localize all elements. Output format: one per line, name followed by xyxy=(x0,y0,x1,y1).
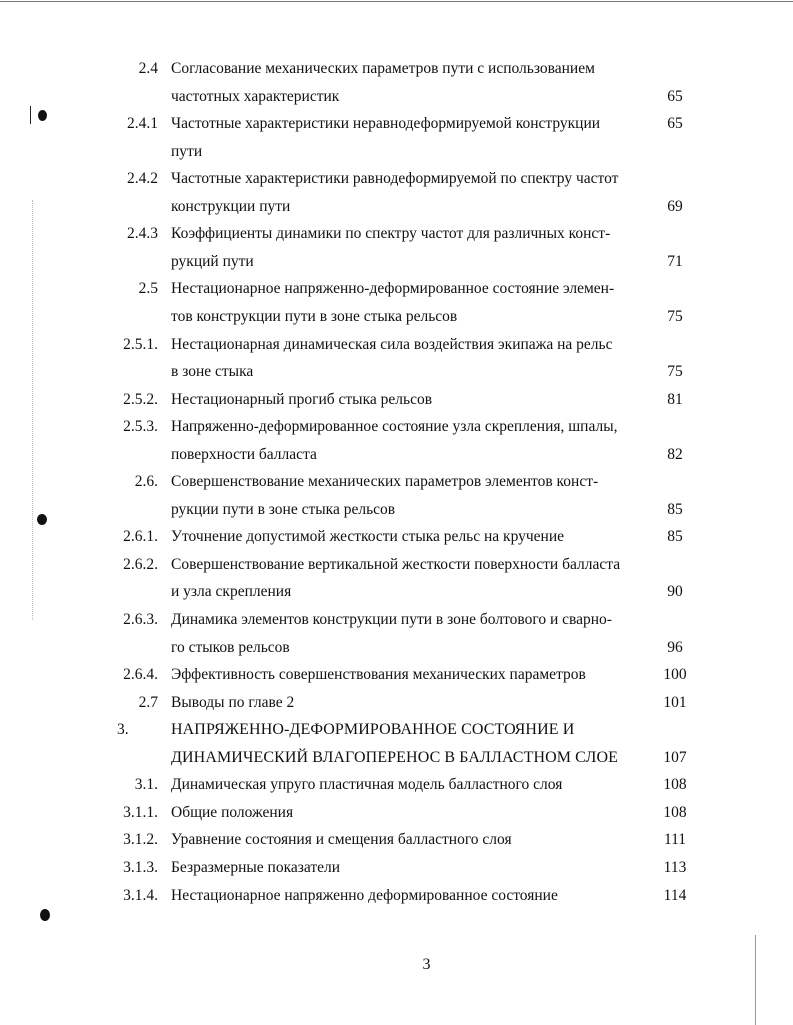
binder-hole-mark xyxy=(40,909,50,921)
toc-entry-title: поверхности балласта xyxy=(171,445,317,463)
toc-entry-title: Нестационарная динамическая сила воздействия экипажа на рельс xyxy=(171,335,613,353)
toc-entry-title: Согласование механических параметров пути с использованием xyxy=(171,60,595,77)
toc-row xyxy=(0,248,793,275)
toc-section-number: 2.4.1 xyxy=(127,115,158,133)
toc-row xyxy=(0,331,793,358)
toc-entry-title: Совершенствование механических параметров элементов конст- xyxy=(171,473,599,491)
toc-entry-title: Выводы по главе 2 xyxy=(171,693,295,711)
toc-page-number: 114 xyxy=(663,886,687,904)
toc-row xyxy=(0,826,793,853)
toc-entry-title: рукций пути xyxy=(171,252,254,270)
toc-entry-title: го стыков рельсов xyxy=(171,638,290,656)
toc-page-number: 101 xyxy=(663,693,687,711)
toc-row xyxy=(0,551,793,578)
toc-section-number: 3.1. xyxy=(134,776,158,794)
toc-row xyxy=(0,83,793,110)
toc-row xyxy=(0,606,793,633)
toc-entry-title: Безразмерные показатели xyxy=(171,858,341,876)
toc-row xyxy=(0,358,793,385)
toc-section-number: 2.4.2 xyxy=(127,170,158,188)
toc-row xyxy=(0,744,793,771)
toc-row xyxy=(0,165,793,192)
toc-page-number: 85 xyxy=(667,500,683,518)
toc-page-number: 85 xyxy=(667,528,683,546)
toc-row xyxy=(0,55,793,82)
toc-page-number: 69 xyxy=(667,197,683,215)
toc-page-number: 113 xyxy=(663,858,687,876)
toc-page-number: 90 xyxy=(667,583,683,601)
toc-section-number: 2.6.2. xyxy=(123,555,158,573)
toc-section-number: 3. xyxy=(117,721,129,739)
toc-section-number: 2.5.2. xyxy=(123,390,158,408)
toc-entry-title: и узла скрепления xyxy=(171,583,292,601)
toc-row xyxy=(0,303,793,330)
toc-entry-title: Нестационарный прогиб стыка рельсов xyxy=(171,390,433,408)
toc-section-number: 3.1.2. xyxy=(123,831,158,849)
toc-section-number: 2.6. xyxy=(134,473,158,491)
toc-section-number: 3.1.3. xyxy=(123,858,158,876)
toc-page-number: 108 xyxy=(663,803,687,821)
toc-entry-title: Нестационарное напряженно-деформированное состояние элемен- xyxy=(171,280,615,298)
toc-row xyxy=(0,689,793,716)
toc-entry-title: в зоне стыка xyxy=(171,363,254,381)
toc-page-number: 96 xyxy=(667,638,683,656)
toc-row xyxy=(0,275,793,302)
toc-section-number: 2.6.4. xyxy=(123,666,158,684)
toc-section-number: 2.5.1. xyxy=(123,335,158,353)
toc-page-number: 108 xyxy=(663,776,687,794)
toc-page-number: 100 xyxy=(663,666,687,684)
toc-page-number: 65 xyxy=(667,115,683,133)
toc-entry-title: Нестационарное напряженно деформированное состояние xyxy=(171,886,558,904)
toc-entry-title: Общие положения xyxy=(171,803,294,821)
toc-entry-title: пути xyxy=(171,142,203,160)
toc-section-number: 2.4 xyxy=(138,60,158,77)
toc-row xyxy=(0,882,793,909)
toc-page-number: 65 xyxy=(667,87,683,105)
toc-entry-title: ДИНАМИЧЕСКИЙ ВЛАГОПЕРЕНОС В БАЛЛАСТНОМ СЛОЕ xyxy=(171,748,619,766)
toc-entry-title: Эффективность совершенствования механических параметров xyxy=(171,666,586,684)
toc-page-number: 82 xyxy=(667,445,683,463)
toc-page-number: 111 xyxy=(663,831,687,849)
toc-page-number: 81 xyxy=(667,390,683,408)
toc-entry-title: Динамическая упруго пластичная модель балластного слоя xyxy=(171,776,563,794)
toc-entry-title: Уточнение допустимой жесткости стыка рельс на кручение xyxy=(171,528,565,546)
toc-entry-title: Частотные характеристики равнодеформируемой по спектру частот xyxy=(171,170,619,188)
toc-row xyxy=(0,193,793,220)
toc-entry-title: Совершенствование вертикальной жесткости поверхности балласта xyxy=(171,555,621,573)
toc-page-number: 71 xyxy=(667,252,683,270)
toc-section-number: 3.1.1. xyxy=(123,803,158,821)
toc-row xyxy=(0,496,793,523)
scan-edge-line xyxy=(755,935,756,1025)
toc-row xyxy=(0,661,793,688)
toc-entry-title: тов конструкции пути в зоне стыка рельсов xyxy=(171,307,458,325)
toc-entry-title: Частотные характеристики неравнодеформируемой конструкции xyxy=(171,115,601,133)
toc-entry-title: рукции пути в зоне стыка рельсов xyxy=(171,500,396,518)
toc-row xyxy=(0,441,793,468)
toc-entry-title: Напряженно-деформированное состояние узла скрепления, шпалы, xyxy=(171,418,618,436)
toc-entry-title: Динамика элементов конструкции пути в зоне болтового и сварно- xyxy=(171,611,612,628)
toc-entry-title: Коэффициенты динамики по спектру частот для различных конст- xyxy=(171,225,611,243)
toc-section-number: 3.1.4. xyxy=(123,886,158,904)
toc-row xyxy=(0,386,793,413)
toc-row xyxy=(0,220,793,247)
toc-row xyxy=(0,468,793,495)
page-number: 3 xyxy=(422,956,431,973)
toc-page-number: 75 xyxy=(667,363,683,381)
toc-section-number: 2.6.3. xyxy=(123,611,158,628)
toc-row xyxy=(0,854,793,881)
toc-row xyxy=(0,523,793,550)
top-border-line xyxy=(0,1,793,2)
toc-row xyxy=(0,110,793,137)
toc-row xyxy=(0,771,793,798)
toc-row xyxy=(0,634,793,661)
toc-row xyxy=(0,716,793,743)
toc-row xyxy=(0,138,793,165)
toc-section-number: 2.6.1. xyxy=(123,528,158,546)
toc-row xyxy=(0,413,793,440)
toc-entry-title: частотных характеристик xyxy=(171,87,340,105)
toc-section-number: 2.4.3 xyxy=(127,225,158,243)
toc-page-number: 75 xyxy=(667,307,683,325)
toc-section-number: 2.5 xyxy=(138,280,158,298)
toc-entry-title: Уравнение состояния и смещения балластного слоя xyxy=(171,831,512,849)
toc-section-number: 2.7 xyxy=(138,693,158,711)
toc-page-number: 107 xyxy=(663,748,687,766)
toc-row xyxy=(0,578,793,605)
toc-entry-title: НАПРЯЖЕННО-ДЕФОРМИРОВАННОЕ СОСТОЯНИЕ И xyxy=(171,721,575,739)
toc-section-number: 2.5.3. xyxy=(123,418,158,436)
toc-entry-title: конструкции пути xyxy=(171,197,291,215)
toc-row xyxy=(0,799,793,826)
